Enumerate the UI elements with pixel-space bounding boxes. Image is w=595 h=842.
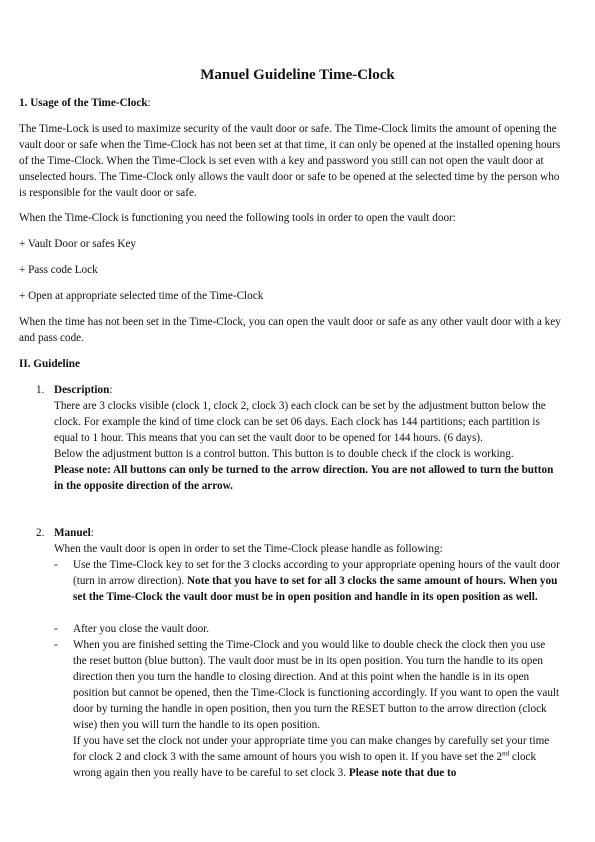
bullet-dash-2: -: [54, 623, 58, 635]
list-number-2: 2.: [36, 527, 45, 539]
description-colon: :: [109, 384, 113, 396]
bullet-1: [73, 557, 560, 605]
bullet-3-text-3: clock wrong again then you really have to be careful to set clock 3.: [73, 751, 537, 779]
description-label: Description: [54, 384, 110, 396]
manuel-label-line: [54, 525, 560, 541]
manuel-label: Manuel: [54, 527, 91, 539]
description-item: [54, 382, 560, 494]
description-text-2: Below the adjustment button is a control button. This button is to double check if the clock is working.: [54, 448, 514, 460]
ordinal-superscript: nd: [502, 749, 510, 758]
list-number-1: 1.: [36, 384, 45, 396]
section1-paragraph-1: The Time-Lock is used to maximize security of the vault door or safe. The Time-Clock limits the amount of opening the vault door or safe when the Time-Clock has not been set at that time, it can only be opened at the installed opening hours of the Time-Clock. When the Time-Clock is set even with a key and password you still can not open the vault door at unselected hours. The Time-Clock only allows the vault door or safe to be opened at the selected time by the person who is responsible for the vault door or safe.: [19, 123, 561, 199]
bullet-2: After you close the vault door.: [73, 623, 210, 635]
bullet-3-bold: Please note that due to: [348, 767, 457, 779]
section1-heading-text: 1. Usage of the Time-Clock: [19, 97, 148, 109]
bullet-1-bold: Note that you have to set for all 3 clocks the same amount of hours. When you set the Time-Clock the vault door must be in open position and handle in its open position as well.: [73, 575, 558, 603]
tool-item-key: + Vault Door or safes Key: [19, 238, 137, 250]
section2-heading: II. Guideline: [19, 358, 80, 370]
bullet-3: [73, 637, 560, 781]
section1-heading-colon: :: [147, 97, 151, 109]
bullet-3-text-2: If you have set the clock not under your appropriate time you can make changes by carefully set your time for clock 2 and clock 3 with the same amount of hours you wish to open it. If you have set the 2: [73, 735, 550, 763]
section1-paragraph-3: When the time has not been set in the Time-Clock, you can open the vault door or safe as any other vault door with a key and pass code.: [19, 316, 561, 344]
tool-item-pass-code: + Pass code Lock: [19, 264, 98, 276]
bullet-3-continuation: [73, 733, 560, 781]
section1-paragraph-2: When the Time-Clock is functioning you need the following tools in order to open the vault door:: [19, 212, 456, 224]
description-text-1: There are 3 clocks visible (clock 1, clock 2, clock 3) each clock can be set by the adjustment button below the clock. For example the kind of time clock can be set 06 days. Each clock has 144 partitions; each partition is equal to 1 hour. This means that you can set the vault door to be opened for 144 hours. (6 days).: [54, 400, 546, 444]
manuel-colon: :: [90, 527, 94, 539]
tool-item-selected-time: + Open at appropriate selected time of the Time-Clock: [19, 290, 264, 302]
bullet-dash-3: -: [54, 639, 58, 651]
bullet-3-text: When you are finished setting the Time-Clock and you would like to double check the clock then you use the reset button (blue button). The vault door must be in its open position. You turn the handle to its open direction then you turn the handle to closing direction. And at this point when the handle is in its open position but cannot be opened, then the Time-Clock is functioning accordingly. If you want to open the vault door by turning the handle in open position, then you turn the RESET button to the arrow direction (clock wise) then you will turn the handle to its open position.: [73, 639, 560, 731]
page-title: Manuel Guideline Time-Clock: [200, 67, 395, 83]
description-label-line: [54, 382, 560, 398]
bullet-dash-1: -: [54, 559, 58, 571]
bullet-1-text: Use the Time-Clock key to set for the 3 clocks according to your appropriate opening hours of the vault door (turn in arrow direction).: [73, 559, 560, 587]
manuel-intro: When the vault door is open in order to set the Time-Clock please handle as following:: [54, 543, 443, 555]
description-note: Please note: All buttons can only be turned to the arrow direction. You are not allowed to turn the button in the opposite direction of the arrow.: [54, 464, 554, 492]
section1-heading: [19, 95, 563, 111]
manuel-item: [54, 525, 560, 557]
